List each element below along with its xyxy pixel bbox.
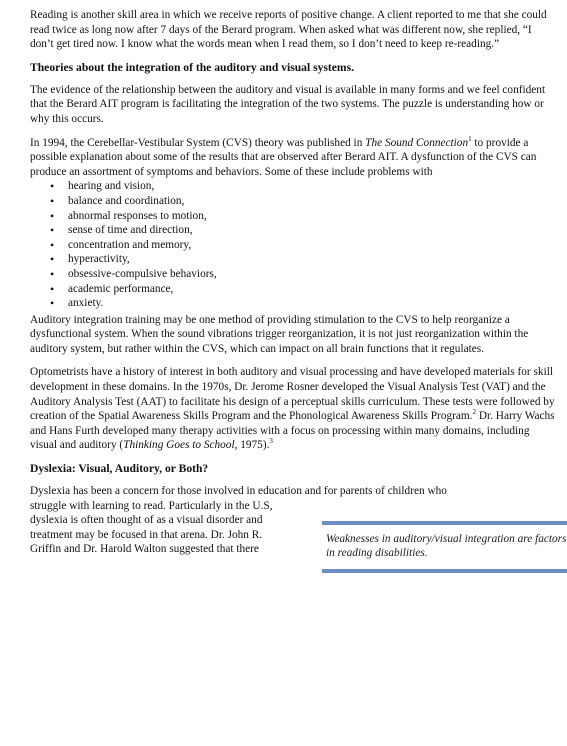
symptom-list-item: • concentration and memory, [68, 238, 555, 253]
symptom-list-item: • sense of time and direction, [68, 223, 555, 238]
symptom-list-item: • anxiety. [68, 296, 555, 311]
paragraph-optometrists [30, 365, 555, 453]
symptom-list [30, 179, 555, 310]
paragraph-dyslexia-wrapped: struggle with learning to read. Particularly in the U.S, dyslexia is often thought of as a visual disorder and treatment may be focused in that arena. Dr. John R. Griffin and Dr. Harold Walton suggested that there [30, 499, 273, 556]
paragraph-cvs [30, 136, 555, 180]
symptom-list-item: • hyperactivity, [68, 252, 555, 267]
opt-text-a: Optometrists have a history of interest in both auditory and visual processing and have developed materials for skill development in these domains. In the 1970s, Dr. Jerome Rosner developed the Visual Analysis Test (VAT) and the Auditory Analysis Test (AAT) to facilitate his design of a perceptual skills curriculum. These tests were followed by creation of the Spatial Awareness Skills Program and the Phonological Awareness Skills Program. [30, 366, 555, 423]
heading-theories: Theories about the integration of the auditory and visual systems. [30, 60, 354, 74]
paragraph-dyslexia-intro: Dyslexia has been a concern for those involved in education and for parents of children who [30, 485, 447, 498]
cvs-text-after: to provide a possible explanation about some of the results that are observed after Berard AIT. A dysfunction of the CVS can produce an assortment of symptoms and behaviors. Some of these include problems with [30, 136, 537, 178]
footnote-ref-1: 1 [468, 134, 472, 143]
book-title-sound-connection: The Sound Connection [365, 136, 469, 149]
paragraph-evidence: The evidence of the relationship between the auditory and visual is available in many forms and we feel confident that the Berard AIT program is facilitating the integration of the two systems. The puzzle is understanding how or why this occurs. [30, 83, 546, 125]
footnote-ref-3: 3 [269, 437, 273, 446]
paragraph-ait: Auditory integration training may be one method of providing stimulation to the CVS to help reorganize a dysfunctional system. When the sound vibrations trigger reorganization, it is not just reorganization within the auditory system, but rather within the CVS, which can impact on all brain functions that it regulates. [30, 313, 529, 355]
symptom-list-item: • obsessive-compulsive behaviors, [68, 267, 555, 282]
book-title-thinking-goes-to-school: Thinking Goes to School, [123, 439, 238, 452]
heading-dyslexia: Dyslexia: Visual, Auditory, or Both? [30, 462, 209, 476]
opt-text-b: Dr. Harry Wachs and Hans Furth developed many therapy activities with a focus on processing within many domains, including visual and auditory ( [30, 410, 555, 452]
symptom-list-item: • abnormal responses to motion, [68, 209, 555, 224]
symptom-list-item: • academic performance, [68, 282, 555, 297]
cvs-text-before: In 1994, the Cerebellar-Vestibular System (CVS) theory was published in [30, 136, 366, 149]
dyslexia-wrap [30, 499, 567, 560]
paragraph-reading: Reading is another skill area in which we receive reports of positive change. A client reported to me that she could read twice as long now after 7 days of the Berard program. When asked what was different now, she replied, “I don’t get tired now. I know what the words mean when I read them, so I don’t need to keep re-reading.” [30, 9, 547, 51]
callout-text: Weaknesses in auditory/visual integration are factors in reading disabilities. [326, 532, 567, 560]
footnote-ref-2: 2 [472, 408, 477, 417]
pull-quote-callout [322, 521, 567, 574]
symptom-list-item: • balance and coordination, [68, 194, 555, 209]
opt-text-c: 1975). [237, 439, 270, 452]
callout-bottom-rule [322, 569, 567, 573]
symptom-list-item: • hearing and vision, [68, 179, 555, 194]
